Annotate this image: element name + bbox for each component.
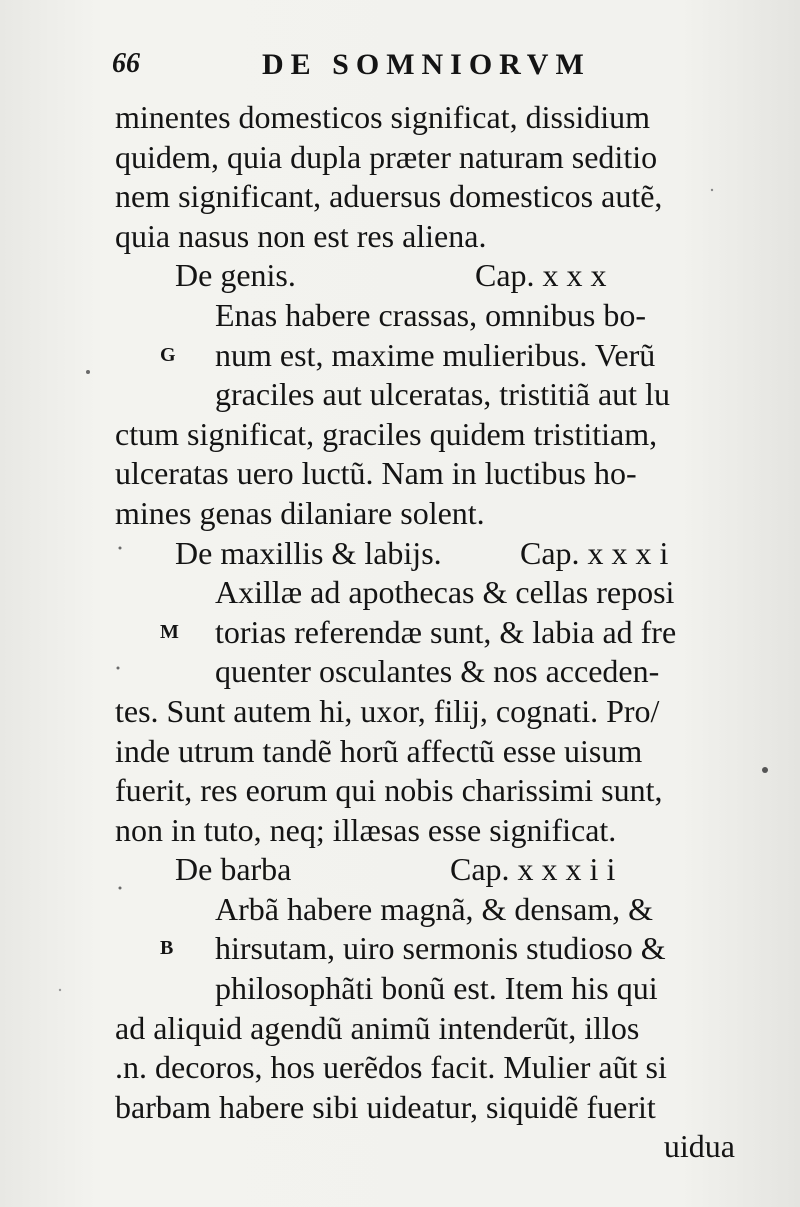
text-line: ulceratas uero luctũ. Nam in luctibus ho- bbox=[115, 455, 637, 492]
text-line: ctum significat, graciles quidem tristitiam, bbox=[115, 415, 658, 452]
text-line: tes. Sunt autem hi, uxor, filij, cognati. Pro/ bbox=[115, 692, 660, 729]
text-line: Arbã habere magnã, & densam, & bbox=[215, 890, 654, 927]
text-line: inde utrum tandẽ horũ affectũ esse uisum bbox=[115, 732, 643, 769]
section-title: De maxillis & labijs. bbox=[175, 534, 442, 571]
marginal-initial: B bbox=[160, 937, 174, 960]
running-title: DE SOMNIORVM bbox=[262, 48, 591, 81]
text-line: fuerit, res eorum qui nobis charissimi sunt, bbox=[115, 772, 663, 809]
text-line: nem significant, aduersus domesticos autẽ, bbox=[115, 178, 663, 215]
text-line: .n. decoros, hos uerẽdos facit. Mulier aũt si bbox=[115, 1049, 667, 1086]
text-line: graciles aut ulceratas, tristitiã aut lu bbox=[215, 376, 670, 413]
text-line: quidem, quia dupla præter naturam seditio bbox=[115, 138, 658, 175]
text-line: quenter osculantes & nos acceden- bbox=[215, 653, 660, 690]
text-line: mines genas dilaniare solent. bbox=[115, 494, 485, 531]
text-line-content: num est, maxime mulieribus. Verũ bbox=[215, 336, 656, 373]
section-title: De barba bbox=[175, 851, 292, 888]
text-line: Enas habere crassas, omnibus bo- bbox=[215, 296, 646, 333]
text-line: quia nasus non est res aliena. bbox=[115, 217, 487, 254]
chapter-number: Cap. x x x bbox=[475, 257, 607, 294]
text-line: barbam habere sibi uideatur, siquidẽ fuerit bbox=[115, 1088, 656, 1125]
catchword: uidua bbox=[663, 1128, 735, 1165]
chapter-number: Cap. x x x i bbox=[520, 534, 669, 571]
text-line: non in tuto, neq; illæsas esse significat. bbox=[115, 811, 617, 848]
text-line: Axillæ ad apothecas & cellas reposi bbox=[215, 574, 675, 611]
text-line-content: hirsutam, uiro sermonis studioso & bbox=[215, 930, 666, 967]
section-title: De genis. bbox=[175, 257, 296, 294]
text-line-content: torias referendæ sunt, & labia ad fre bbox=[215, 613, 677, 650]
chapter-number: Cap. x x x i i bbox=[450, 851, 616, 888]
page-number: 66 bbox=[112, 48, 140, 79]
text-line: ad aliquid agendũ animũ intenderũt, illos bbox=[115, 1009, 640, 1046]
text-line: philosophãti bonũ est. Item his qui bbox=[215, 970, 658, 1007]
marginal-initial: M bbox=[160, 620, 179, 643]
text-line: minentes domesticos significat, dissidium bbox=[115, 99, 651, 135]
marginal-initial: G bbox=[160, 343, 176, 366]
